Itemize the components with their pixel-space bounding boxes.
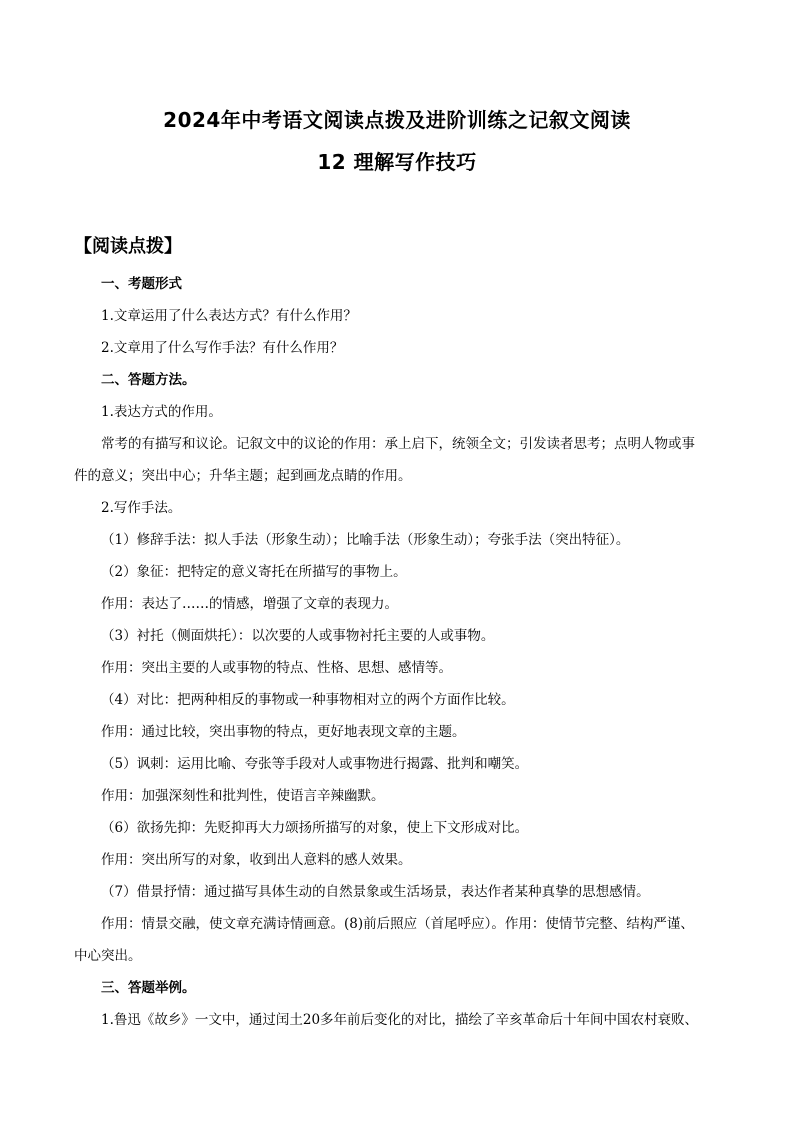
- section-subheading: 二、答题方法。: [101, 372, 196, 388]
- paragraph-line: 中心突出。: [74, 948, 142, 964]
- paragraph-line: （4）对比：把两种相反的事物或一种事物相对立的两个方面作比较。: [101, 692, 515, 708]
- paragraph-line: 常考的有描写和议论。记叙文中的议论的作用：承上启下，统领全文；引发读者思考；点明人物或事: [101, 436, 695, 452]
- paragraph-line: 作用：突出所写的对象，收到出人意料的感人效果。: [101, 852, 412, 868]
- document-subtitle: 12 理解写作技巧: [317, 150, 477, 174]
- section-subheading: 一、考题形式: [101, 276, 182, 292]
- section-subheading: 三、答题举例。: [101, 980, 196, 996]
- paragraph-line: （7）借景抒情：通过描写具体生动的自然景象或生活场景，表达作者某种真挚的思想感情。: [101, 884, 650, 900]
- paragraph-line: 1.鲁迅《故乡》一文中，通过闰土20多年前后变化的对比，描绘了辛亥革命后十年间中国农村衰败、: [101, 1012, 699, 1028]
- paragraph-line: 1.表达方式的作用。: [101, 404, 222, 420]
- paragraph-line: 作用：通过比较，突出事物的特点，更好地表现文章的主题。: [101, 724, 466, 740]
- paragraph-line: 作用：表达了……的情感，增强了文章的表现力。: [101, 596, 398, 612]
- paragraph-line: 1.文章运用了什么表达方式？有什么作用？: [101, 308, 357, 324]
- paragraph-line: 2.写作手法。: [101, 500, 182, 516]
- body-text: [74, 268, 724, 1036]
- paragraph-line: （3）衬托（侧面烘托）：以次要的人或事物衬托主要的人或事物。: [101, 628, 495, 644]
- paragraph-line: 作用：加强深刻性和批判性，使语言辛辣幽默。: [101, 788, 385, 804]
- section-heading: 【阅读点拨】: [74, 236, 182, 257]
- paragraph-line: 作用：突出主要的人或事物的特点、性格、思想、感情等。: [101, 660, 452, 676]
- paragraph-line: 作用：情景交融，使文章充满诗情画意。(8)前后照应（首尾呼应）。作用：使情节完整、结构严谨、: [101, 916, 694, 932]
- paragraph-line: （1）修辞手法：拟人手法（形象生动）；比喻手法（形象生动）；夸张手法（突出特征）。: [101, 532, 630, 548]
- paragraph-line: （6）欲扬先抑：先贬抑再大力颂扬所描写的对象，使上下文形成对比。: [101, 820, 529, 836]
- paragraph-line: （5）讽刺：运用比喻、夸张等手段对人或事物进行揭露、批判和嘲笑。: [101, 756, 529, 772]
- paragraph-line: （2）象征：把特定的意义寄托在所描写的事物上。: [101, 564, 407, 580]
- document-title: 2024年中考语文阅读点拨及进阶训练之记叙文阅读: [163, 108, 631, 132]
- paragraph-line: 件的意义；突出中心；升华主题；起到画龙点睛的作用。: [74, 468, 412, 484]
- paragraph-line: 2.文章用了什么写作手法？有什么作用？: [101, 340, 344, 356]
